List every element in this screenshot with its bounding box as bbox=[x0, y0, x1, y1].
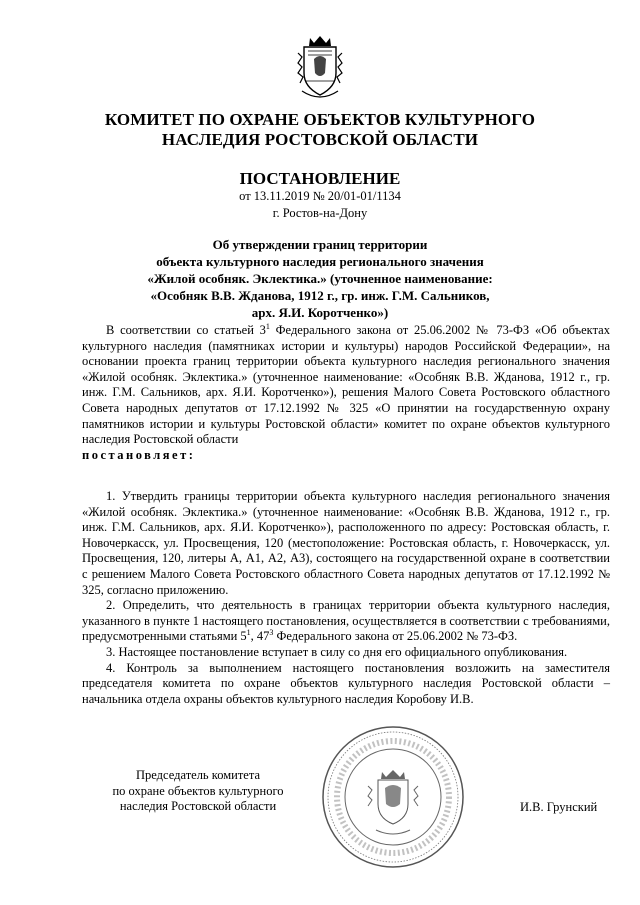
org-line-1: КОМИТЕТ ПО ОХРАНЕ ОБЪЕКТОВ КУЛЬТУРНОГО bbox=[104, 110, 536, 129]
document-date-number: от 13.11.2019 № 20/01-01/1134 bbox=[239, 189, 401, 203]
subject-line-2: объекта культурного наследия регионального значения bbox=[156, 254, 484, 269]
preamble bbox=[82, 323, 610, 463]
preamble-text-1: В соответствии со статьей 3 bbox=[106, 323, 266, 337]
subject-line-1: Об утверждении границ территории bbox=[212, 237, 428, 252]
org-line-2: НАСЛЕДИЯ РОСТОВСКОЙ ОБЛАСТИ bbox=[161, 130, 479, 149]
signatory-position bbox=[98, 768, 298, 815]
preamble-superscript: 1 bbox=[265, 321, 270, 331]
signatory-name: И.В. Грунский bbox=[520, 800, 598, 814]
subject-line-4: «Особняк В.В. Жданова, 1912 г., гр. инж. Г.М. Сальников, bbox=[150, 288, 490, 303]
document-meta bbox=[60, 188, 580, 222]
position-line-1: Председатель комитета bbox=[136, 768, 260, 782]
official-seal-icon bbox=[318, 722, 468, 872]
document-subject bbox=[100, 236, 540, 321]
preamble-paragraph bbox=[82, 323, 610, 448]
item-4: 4. Контроль за выполнением настоящего постановления возложить на заместителя председателя комитета по охране объектов культурного наследия Ростовской области – начальника отдела охраны объектов культурного наследия Коробову И.В. bbox=[82, 660, 610, 706]
item-2-text-2: , 47 bbox=[250, 629, 270, 644]
resolution-items bbox=[82, 489, 610, 707]
item-1: 1. Утвердить границы территории объекта культурного наследия регионального значения «Жилой особняк. Эклектика.» (уточненное наименование: «Особняк В.В. Жданова, 1912 г., гр. инж. Г.М. Сальников, арх. Я.И. Коротченко»), расположенного по адресу: Ростовская область, г. Новочеркасск, ул. Просвещения, 120 (местоположение: Ростовская область, г. Новочеркасск, ул. Просвещения, 120, литеры А, А1, А2, А3), состоящего на государственной охране в соответствии с решением Малого Совета Ростовского областного Совета народных депутатов от 17.12.1992 № 325, согласно приложению. bbox=[82, 489, 610, 597]
item-3: 3. Настоящее постановление вступает в силу со дня его официального опубликования. bbox=[106, 644, 568, 659]
subject-line-5: арх. Я.И. Коротченко») bbox=[251, 305, 389, 320]
document-city: г. Ростов-на-Дону bbox=[272, 206, 368, 220]
position-line-2: по охране объектов культурного bbox=[112, 783, 284, 798]
position-line-3: наследия Ростовской области bbox=[119, 799, 277, 814]
subject-line-3: «Жилой особняк. Эклектика.» (уточненное наименование: bbox=[147, 271, 493, 286]
item-2-superscript-1: 1 bbox=[246, 628, 251, 638]
item-2-text-1: 2. Определить, что деятельность в границах территории объекта культурного наследия, указанного в пункте 1 настоящего постановления, осуществляется в соответствии с требованиями, предусмотренными статьями 5 bbox=[82, 598, 610, 644]
item-2-superscript-2: 3 bbox=[269, 628, 274, 638]
item-2 bbox=[82, 598, 610, 645]
document-type: ПОСТАНОВЛЕНИЕ bbox=[239, 169, 401, 188]
organization-name bbox=[60, 110, 580, 150]
item-2-text-3: Федерального закона от 25.06.2002 № 73-ФЗ. bbox=[273, 629, 518, 644]
coat-of-arms-icon bbox=[294, 33, 346, 103]
resolves-word: постановляет: bbox=[82, 447, 196, 462]
preamble-text-2: Федерального закона от 25.06.2002 № 73-ФЗ «Об объектах культурного наследия (памятниках истории и культуры) народов Российской Федерации», на основании проекта границ территории объекта культурного наследия регионального значения «Жилой особняк. Эклектика.» (уточненное наименование: «Особняк В.В. Жданова, 1912 г., гр. инж. Г.М. Сальников, арх. Я.И. Коротченко»), решения Малого Совета Ростовского областного Совета народных депутатов от 17.12.1992 № 325 «О принятии на государственную охрану памятников истории и культуры Ростовской области» комитет по охране объектов культурного наследия Ростовской области bbox=[82, 323, 610, 447]
